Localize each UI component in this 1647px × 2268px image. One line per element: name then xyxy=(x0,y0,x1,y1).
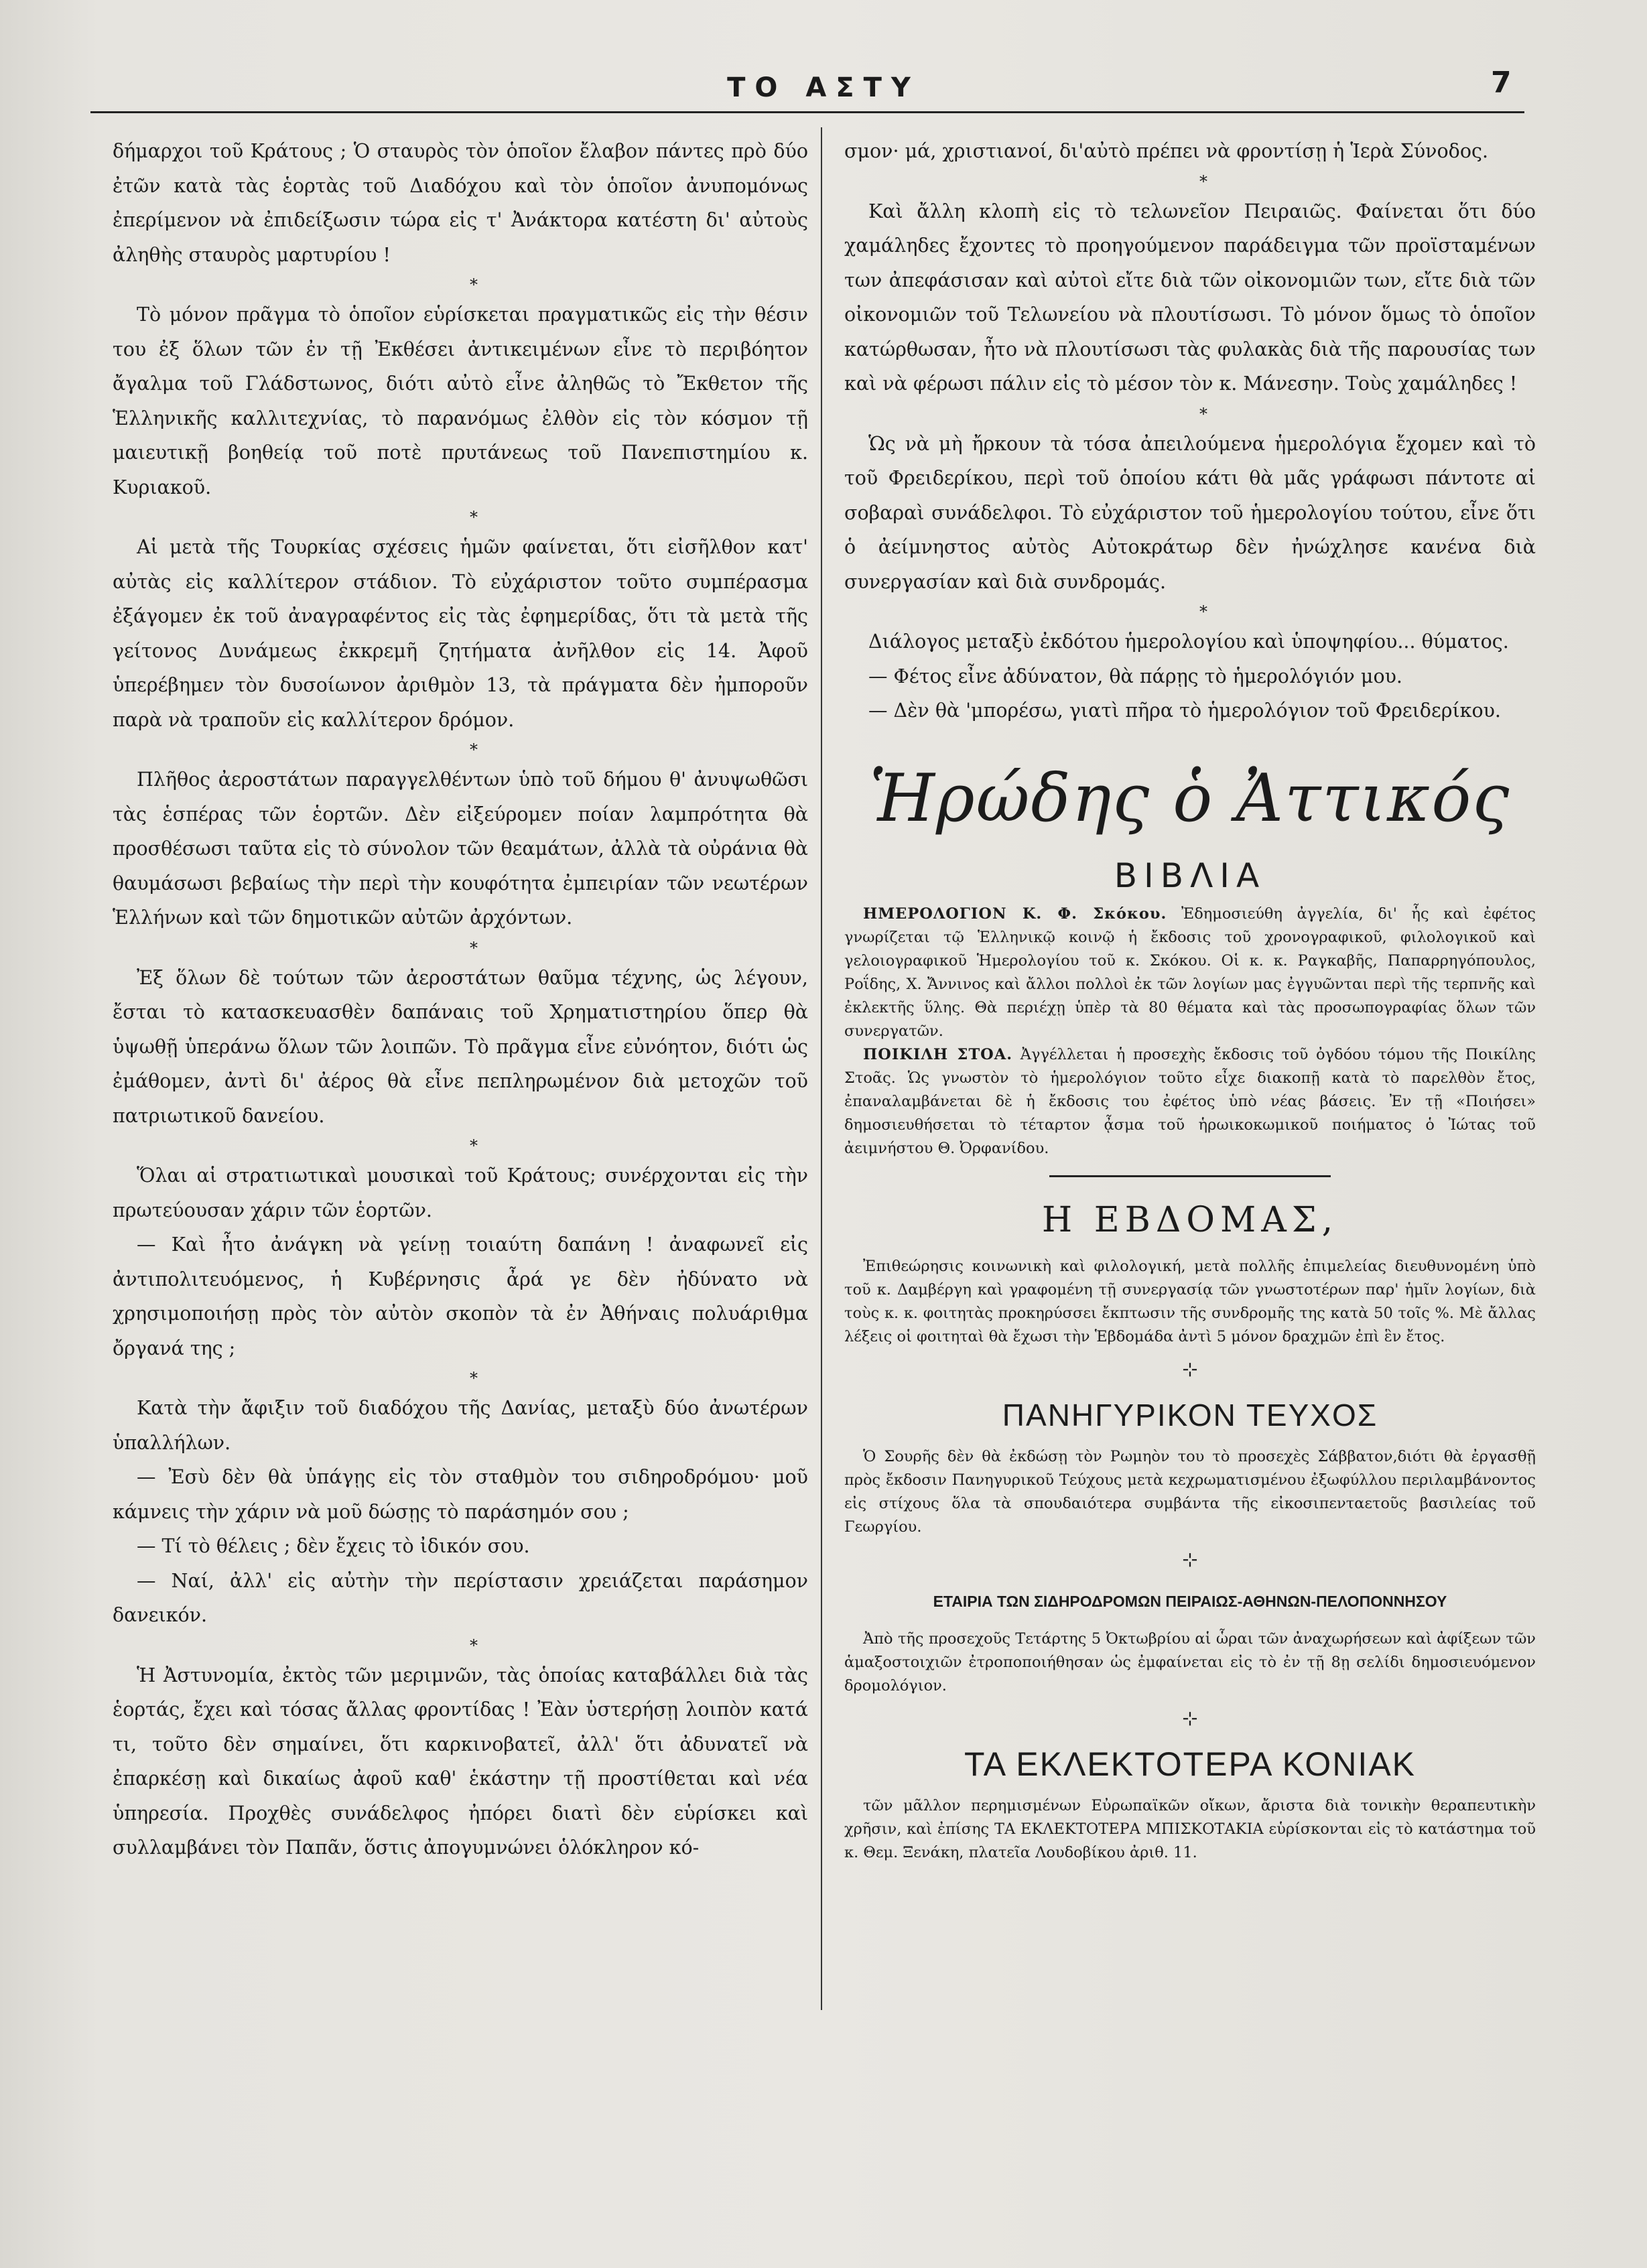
panigyrikon-section xyxy=(844,1445,1536,1539)
separator-star: * xyxy=(1199,172,1207,191)
separator-star: * xyxy=(470,1136,478,1155)
left-paragraph-5: Ἐξ ὅλων δὲ τούτων τῶν ἀεροστάτων θαῦμα τέχνης, ὡς λέγουν, ἔσται τὸ κατασκευασθὲν δαπάναις τοῦ Χρηματιστηρίου ὅπερ θὰ ὑψωθῇ ὑπεράνω ὅλων τῶν λοιπῶν. Τὸ πρᾶγμα εἶνε εὐνόητον, διότι ὡς ἐμάθομεν, ἀντὶ δι' ἀέρος θὰ εἶνε πεπληρωμένον διὰ μετοχῶν τοῦ πατριωτικοῦ δανείου. xyxy=(113,966,808,1127)
railway-heading: ΕΤΑΙΡΙΑ ΤΩΝ ΣΙΔΗΡΟΔΡΟΜΩΝ ΠΕΙΡΑΙΩΣ-ΑΘΗΝΩΝ-ΠΕΛΟΠΟΝΝΗΣΟΥ xyxy=(933,1592,1447,1610)
separator-star: * xyxy=(1199,404,1207,423)
book2-title: ΠΟΙΚΙΛΗ ΣΤΟΑ. xyxy=(863,1045,1013,1063)
book2-text: Ἀγγέλλεται ἡ προσεχὴς ἔκδοσις τοῦ ὀγδόου τόμου τῆς Ποικίλης Στοᾶς. Ὡς γνωστὸν τὸ ἡμερολόγιον τοῦτο εἶχε διακοπῇ κατὰ τὸ παρελθὸν ἔτος, ἐπαναλαμβάνεται δὲ ἡ ἔκδοσις του ἐφέτος ὑπὸ νέας βάσεις. Ἐν τῇ «Ποιήσει» δημοσιευθήσεται τὸ τέταρτον ᾆσμα τοῦ ἡρωικοκωμικοῦ ποιήματος ὁ Ἰώτας τοῦ ἀειμνήστου Θ. Ὀρφανίδου. xyxy=(844,1045,1536,1157)
separator-star: * xyxy=(470,740,478,759)
separator-star: * xyxy=(470,938,478,957)
left-paragraph-4: Πλῆθος ἀεροστάτων παραγγελθέντων ὑπὸ τοῦ δήμου θ' ἀνυψωθῶσι τὰς ἑσπέρας τῶν ἑορτῶν. Δὲν εἰξεύρομεν ποίαν λαμπρότητα θὰ προσθέσωσι ταῦτα εἰς τὸ σύνολον τῶν θεαμάτων, ἀλλὰ τὰ οὐράνια θὰ θαυμάσωσι βεβαίως τὴν περὶ τὴν κουφότητα ἐμπειρίαν τῶν νεωτέρων Ἑλλήνων καὶ τῶν δημοτικῶν αὐτῶν ἀρχόντων. xyxy=(113,769,808,929)
panigyrikon-heading: ΠΑΝΗΓΥΡΙΚΟΝ ΤΕΥΧΟΣ xyxy=(1002,1397,1378,1432)
right-column xyxy=(844,134,1536,1865)
left-paragraph-7b: — Ἐσὺ δὲν θὰ ὑπάγῃς εἰς τὸν σταθμὸν του σιδηροδρόμου· μοῦ κάμνεις τὴν χάριν νὰ μοῦ δώσῃς τὸ παράσημόν σου ; xyxy=(113,1466,808,1523)
author-signature: Ἡρώδης ὁ Ἀττικός xyxy=(869,760,1511,837)
left-paragraph-7c: — Τί τὸ θέλεις ; δὲν ἔχεις τὸ ἰδικόν σου. xyxy=(137,1535,530,1557)
left-paragraph-3: Αἱ μετὰ τῆς Τουρκίας σχέσεις ἡμῶν φαίνεται, ὅτι εἰσῆλθον κατ' αὐτὰς εἰς καλλίτερον στάδιον. Τὸ εὐχάριστον τοῦτο συμπέρασμα ἐξάγομεν ἐκ τοῦ ἀναγραφέντος εἰς τὰς ἐφημερίδας, ὅτι τὰ μετὰ τῆς γείτονος Δυνάμεως ἐκκρεμῆ ζητήματα ἀνῆλθον εἰς 14. Ἀφοῦ ὑπερέβημεν τὸν δυσοίωνον ἀριθμὸν 13, τὰ πράγματα δὲν ἠμποροῦν παρὰ νὰ τραποῦν εἰς καλλίτερον δρόμον. xyxy=(113,536,808,731)
ornament-icon: ⊹ xyxy=(1182,1357,1198,1380)
left-paragraph-7: Κατὰ τὴν ἄφιξιν τοῦ διαδόχου τῆς Δανίας, μεταξὺ δύο ἀνωτέρων ὑπαλλήλων. xyxy=(113,1397,808,1454)
section-rule xyxy=(1049,1175,1331,1177)
panigyrikon-text: Ὁ Σουρῆς δὲν θὰ ἐκδώσῃ τὸν Ρωμηὸν του τὸ προσεχὲς Σάββατον,διότι θὰ ἐργασθῇ πρὸς ἔκδοσιν Πανηγυρικοῦ Τεύχους μετὰ κεχρωματισμένου ἐξωφύλλου περιλαμβάνοντος εἰς στίχους ὅλα τὰ σπουδαιότερα συμβάντα τῆς εἰκοσιπενταετοῦς βασιλείας τοῦ Γεωργίου. xyxy=(844,1447,1536,1536)
column-divider xyxy=(821,127,822,2010)
book1-title: ΗΜΕΡΟΛΟΓΙΟΝ Κ. Φ. Σκόκου. xyxy=(863,905,1167,923)
newspaper-title: ΤΟ ΑΣΤΥ xyxy=(727,72,920,103)
separator-star: * xyxy=(470,1369,478,1388)
left-paragraph-7d: — Ναί, ἀλλ' εἰς αὐτὴν τὴν περίστασιν χρειάζεται παράσημον δανεικόν. xyxy=(113,1569,808,1626)
page-number: 7 xyxy=(1491,66,1512,100)
book1-text: Ἐδημοσιεύθη ἀγγελία, δι' ἧς καὶ ἐφέτος γνωρίζεται τῷ Ἑλληνικῷ κοινῷ ἡ ἔκδοσις τοῦ χρονογραφικοῦ, φιλολογικοῦ καὶ γελοιογραφικοῦ Ἡμερολογίου τοῦ κ. Σκόκου. Οἱ κ. κ. Ραγκαβῆς, Παπαρρηγόπουλος, Ροΐδης, Χ. Ἄννινος καὶ ἄλλοι πολλοὶ ἐκ τῶν λογίων μας ἐγγυῶνται περὶ τῆς τερπνῆς καὶ ἐκλεκτῆς ὕλης. Θὰ περιέχῃ ὑπὲρ τὰ 80 θέματα καὶ τὰς προσωπογραφίας ὅλων τῶν συνεργατῶν. xyxy=(844,905,1536,1040)
separator-star: * xyxy=(470,1636,478,1655)
books-heading: ΒΙΒΛΙΑ xyxy=(1114,856,1266,895)
ebdomas-section xyxy=(844,1255,1536,1349)
koniak-text: τῶν μᾶλλον περημισμένων Εὐρωπαϊκῶν οἴκων, ἄριστα διὰ τονικὴν θεραπευτικὴν χρῆσιν, καὶ ἐπίσης ΤΑ ΕΚΛΕΚΤΟΤΕΡΑ ΜΠΙΣΚΟΤΑΚΙΑ εὑρίσκονται εἰς τὸ κατάστημα τοῦ κ. Θεμ. Ξενάκη, πλατεῖα Λουδοβίκου ἀριθ. 11. xyxy=(844,1796,1536,1861)
ornament-icon: ⊹ xyxy=(1182,1707,1198,1729)
railway-section xyxy=(844,1627,1536,1698)
left-paragraph-6b: — Καὶ ἦτο ἀνάγκη νὰ γείνῃ τοιαύτη δαπάνη ! ἀναφωνεῖ εἰς ἀντιπολιτευόμενος, ἡ Κυβέρνησις ἆρά γε δὲν ἠδύνατο νὰ χρησιμοποιήσῃ πρὸς τὸν αὐτὸν σκοπὸν τὰ ἐν Ἀθήναις πολυάριθμα ὄργανά της ; xyxy=(113,1233,808,1359)
koniak-section xyxy=(844,1794,1536,1865)
separator-star: * xyxy=(470,508,478,527)
books-section xyxy=(844,903,1536,1160)
left-column xyxy=(113,134,808,1865)
header-rule xyxy=(90,111,1524,113)
ornament-icon: ⊹ xyxy=(1182,1548,1198,1571)
right-paragraph-2: Καὶ ἄλλη κλοπὴ εἰς τὸ τελωνεῖον Πειραιῶς. Φαίνεται ὅτι δύο χαμάληδες ἔχοντες τὸ προηγούμενον παράδειγμα τῶν προϊσταμένων των ἀπεφάσισαν καὶ αὐτοὶ εἴτε διὰ τῶν οἰκονομιῶν των, εἴτε διὰ τῶν οἰκονομιῶν τοῦ Τελωνείου νὰ πλουτίσωσι. Τὸ μόνον ὅμως τὸ ὁποῖον κατώρθωσαν, ἦτο νὰ πλουτίσωσι τὰς φυλακὰς διὰ τῆς παρουσίας των καὶ νὰ φέρωσι πάλιν εἰς τὸ μέσον τὸν κ. Μάνεσην. Τοὺς χαμάληδες ! xyxy=(844,200,1536,395)
right-paragraph-4b: — Φέτος εἶνε ἀδύνατον, θὰ πάρῃς τὸ ἡμερολόγιόν μου. xyxy=(868,665,1402,687)
left-paragraph-1: δήμαρχοι τοῦ Κράτους ; Ὁ σταυρὸς τὸν ὁποῖον ἔλαβον πάντες πρὸ δύο ἐτῶν κατὰ τὰς ἑορτὰς τοῦ Διαδόχου καὶ τὸν ὁποῖον ἀνυπομόνως ἐπερίμενον νὰ ἐπιδείξωσιν τώρα εἰς τ' Ἀνάκτορα κατέστη δι' αὐτοὺς ἀληθὴς σταυρὸς μαρτυρίου ! xyxy=(113,140,808,266)
ebdomas-heading: Η ΕΒΔΟΜΑΣ, xyxy=(1041,1199,1339,1240)
ebdomas-text: Ἐπιθεώρησις κοινωνικὴ καὶ φιλολογική, μετὰ πολλῆς ἐπιμελείας διευθυνομένη ὑπὸ τοῦ κ. Δαμβέργη καὶ γραφομένη τῇ συνεργασίᾳ τῶν γνωστοτέρων παρ' ἡμῖν λογίων, διὰ τοὺς κ. κ. φοιτητὰς προκηρύσσει ἔκπτωσιν τῆς συνδρομῆς της κατὰ 50 τοῖς %. Μὲ ἄλλας λέξεις οἱ φοιτηταὶ θὰ ἔχωσι τὴν Ἑβδομάδα ἀντὶ 5 μόνον δραχμῶν ἐπὶ ἓν ἔτος. xyxy=(844,1257,1536,1345)
right-paragraph-3: Ὡς νὰ μὴ ἤρκουν τὰ τόσα ἀπειλούμενα ἡμερολόγια ἔχομεν καὶ τὸ τοῦ Φρειδερίκου, περὶ τοῦ ὁποίου κάτι θὰ μᾶς γράφωσι πάντοτε αἱ σοβαραὶ συνάδελφοι. Τὸ εὐχάριστον τοῦ ἡμερολογίου τούτου, εἶνε ὅτι ὁ ἀείμνηστος αὐτὸς Αὐτοκράτωρ δὲν ἠνώχλησε κανένα διὰ συνεργασίαν καὶ διὰ συνδρομάς. xyxy=(844,432,1536,593)
separator-star: * xyxy=(470,275,478,294)
koniak-heading: ΤΑ ΕΚΛΕΚΤΟΤΕΡΑ ΚΟΝΙΑΚ xyxy=(964,1745,1417,1783)
railway-text: Ἀπὸ τῆς προσεχοῦς Τετάρτης 5 Ὀκτωβρίου αἱ ὧραι τῶν ἀναχωρήσεων καὶ ἀφίξεων τῶν ἁμαξοστοιχιῶν ἐτροποποιήθησαν ὡς ἐμφαίνεται εἰς τὸ ἐν τῇ 8ῃ σελίδι δημοσιευόμενον δρομολόγιον. xyxy=(844,1629,1536,1694)
left-paragraph-2: Τὸ μόνον πρᾶγμα τὸ ὁποῖον εὑρίσκεται πραγματικῶς εἰς τὴν θέσιν του ἐξ ὅλων τῶν ἐν τῇ Ἐκθέσει ἀντικειμένων εἶνε τὸ περιβόητον ἄγαλμα τοῦ Γλάδστωνος, διότι αὐτὸ εἶνε ἀληθῶς τὸ Ἔκθετον τῆς Ἑλληνικῆς καλλιτεχνίας, τὸ παρανόμως ἐλθὸν εἰς τὸν κόσμον τῇ μαιευτικῇ βοηθείᾳ τοῦ ποτὲ πρυτάνεως τοῦ Πανεπιστημίου κ. Κυριακοῦ. xyxy=(113,304,808,498)
right-paragraph-1: σμον· μά, χριστιανοί, δι'αὐτὸ πρέπει νὰ φροντίσῃ ἡ Ἱερὰ Σύνοδος. xyxy=(844,140,1488,162)
right-paragraph-4: Διάλογος μεταξὺ ἐκδότου ἡμερολογίου καὶ ὑποψηφίου... θύματος. xyxy=(868,630,1509,653)
left-paragraph-6: Ὅλαι αἱ στρατιωτικαὶ μουσικαὶ τοῦ Κράτους; συνέρχονται εἰς τὴν πρωτεύουσαν χάριν τῶν ἑορτῶν. xyxy=(113,1164,808,1221)
left-paragraph-8: Ἡ Ἀστυνομία, ἐκτὸς τῶν μεριμνῶν, τὰς ὁποίας καταβάλλει διὰ τὰς ἑορτάς, ἔχει καὶ τόσας ἄλλας φροντίδας ! Ἐὰν ὑστερήσῃ λοιπὸν κατά τι, τοῦτο δὲν σημαίνει, ὅτι καρκινοβατεῖ, ἀλλ' ὅτι ἀδυνατεῖ νὰ ἐπαρκέσῃ καὶ δικαίως ἀφοῦ καθ' ἑκάστην τῇ προστίθεται καὶ νέα ὑπηρεσία. Προχθὲς συνάδελφος ἠπόρει διατὶ δὲν εὑρίσκει καὶ συλλαμβάνει τὸν Παπᾶν, ὅστις ἀπογυμνώνει ὁλόκληρον κό- xyxy=(113,1664,808,1859)
right-paragraph-4c: — Δὲν θὰ 'μπορέσω, γιατὶ πῆρα τὸ ἡμερολόγιον τοῦ Φρειδερίκου. xyxy=(868,699,1501,722)
separator-star: * xyxy=(1199,602,1207,621)
